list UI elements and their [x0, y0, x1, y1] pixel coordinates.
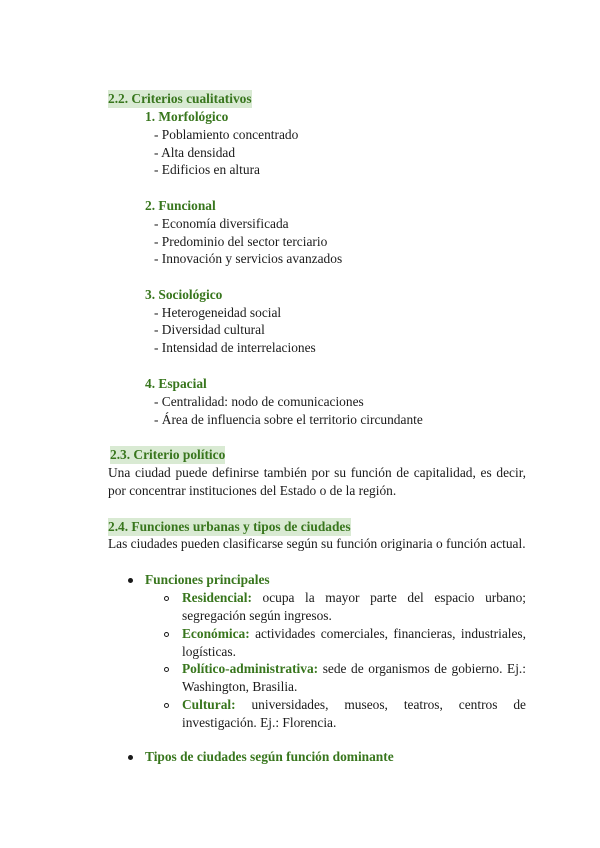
list-item: - Heterogeneidad social [154, 305, 282, 320]
list-item: - Área de influencia sobre el territorio circundante [154, 412, 423, 427]
list-item: - Poblamiento concentrado [154, 127, 299, 142]
section-2-3-paragraph: Una ciudad puede definirse también por su función de capitalidad, es decir, por concentrar instituciones del Estado o de la región. [108, 465, 526, 498]
list-item: - Predominio del sector terciario [154, 234, 328, 249]
bullet-funciones-principales: Funciones principales [145, 572, 270, 587]
function-label: Residencial: [182, 590, 252, 605]
list-item: - Centralidad: nodo de comunicaciones [154, 394, 364, 409]
function-text: universidades, museos, teatros, centros de investigación. Ej.: Florencia. [182, 697, 526, 730]
group-title-funcional: 2. Funcional [145, 198, 216, 213]
list-item: - Edificios en altura [154, 162, 260, 177]
bullet-dot-icon [128, 578, 133, 583]
section-2-4-paragraph: Las ciudades pueden clasificarse según su función originaria o función actual. [108, 536, 526, 551]
function-text: sede de organismos de gobierno. Ej.: Washington, Brasilia. [182, 661, 526, 694]
bullet-circle-icon [164, 632, 169, 637]
function-item-economica [182, 625, 526, 661]
function-text: ocupa la mayor parte del espacio urbano; segregación según ingresos. [182, 590, 526, 623]
bullet-dot-icon [128, 755, 133, 760]
list-item: - Intensidad de interrelaciones [154, 340, 316, 355]
list-item: - Innovación y servicios avanzados [154, 251, 343, 266]
section-heading-2-2: 2.2. Criterios cualitativos [108, 91, 252, 106]
function-label: Económica: [182, 626, 250, 641]
function-label: Cultural: [182, 697, 236, 712]
list-item: - Diversidad cultural [154, 322, 265, 337]
list-item: - Alta densidad [154, 145, 236, 160]
section-heading-2-3: 2.3. Criterio político [110, 447, 226, 462]
function-item-politico-administrativa [182, 660, 526, 696]
group-title-morfologico: 1. Morfológico [145, 109, 229, 124]
function-item-residencial [182, 589, 526, 625]
bullet-circle-icon [164, 703, 169, 708]
group-title-espacial: 4. Espacial [145, 376, 207, 391]
function-item-cultural [182, 696, 526, 732]
group-title-sociologico: 3. Sociológico [145, 287, 223, 302]
function-text: actividades comerciales, financieras, industriales, logísticas. [182, 626, 526, 659]
bullet-circle-icon [164, 596, 169, 601]
function-label: Político-administrativa: [182, 661, 319, 676]
bullet-circle-icon [164, 667, 169, 672]
list-item: - Economía diversificada [154, 216, 289, 231]
section-heading-2-4: 2.4. Funciones urbanas y tipos de ciudades [108, 519, 351, 534]
bullet-tipos-de-ciudades: Tipos de ciudades según función dominante [145, 749, 394, 764]
